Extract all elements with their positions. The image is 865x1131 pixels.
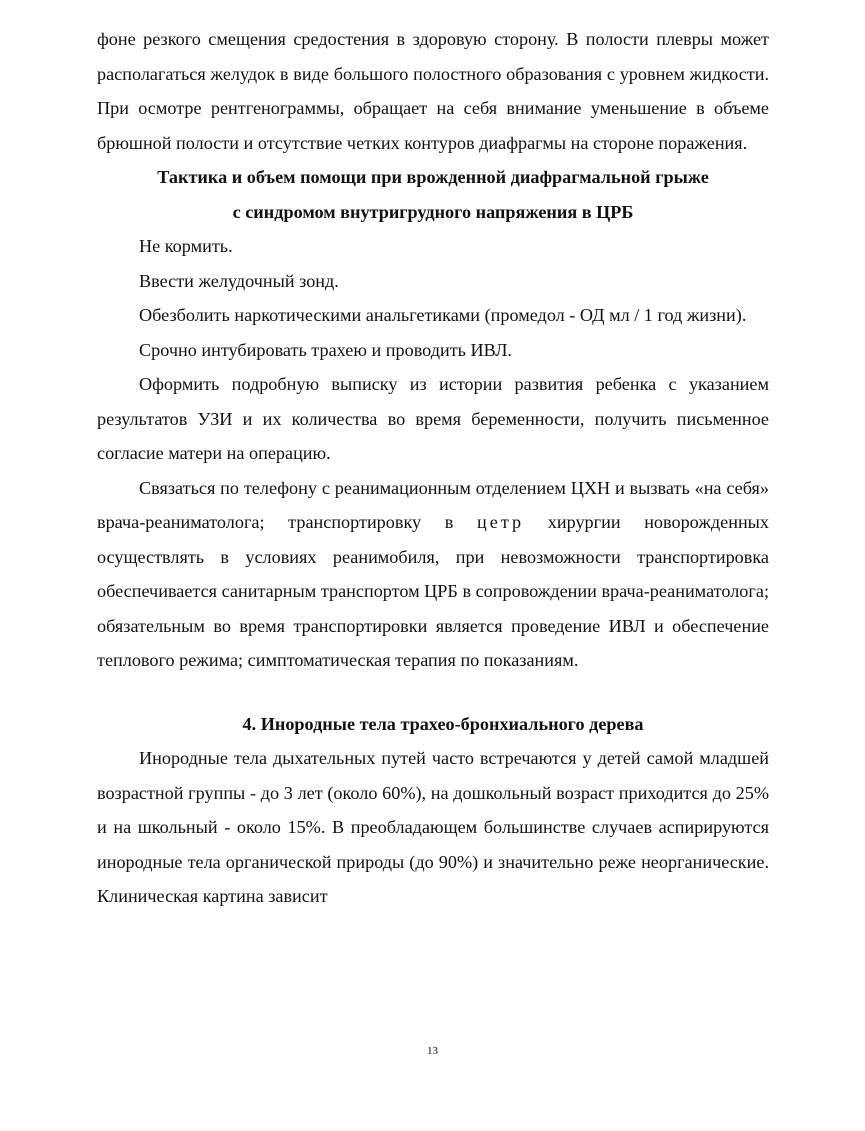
section-heading-foreign-bodies: 4. Инородные тела трахео-бронхиального дерева [242, 713, 644, 734]
transport-spaced-word: цетр [477, 512, 525, 532]
page-number: 13 [427, 1045, 438, 1057]
tactics-item-discharge-summary: Оформить подробную выписку из истории развития ребенка с указанием результатов УЗИ и их количества во время беременности, получить письменное согласие матери на операцию. [97, 374, 769, 463]
tactics-item-transport [97, 471, 769, 678]
paragraph-foreign-bodies: Инородные тела дыхательных путей часто встречаются у детей самой младшей возрастной группы - до 3 лет (около 60%), на дошкольный возраст приходится до 25% и на школьный - около 15%. В преобладающем большинстве случаев аспирируются инородные тела органической природы (до 90%) и значительно реже неорганические. Клиническая картина зависит [97, 748, 769, 906]
transport-text-part-2: хирургии новорожденных осуществлять в условиях реанимобиля, при невозможности транспортировка обеспечивается санитарным транспортом ЦРБ в сопровождении врача-реаниматолога; обязательным во время транспортировки является проведение ИВЛ и обеспечение теплового режима; симптоматическая терапия по показаниям. [97, 512, 769, 670]
tactics-heading-line-1: Тактика и объем помощи при врожденной диафрагмальной грыже [157, 167, 709, 187]
tactics-item-analgesia: Обезболить наркотическими анальгетиками (промедол - ОД мл / 1 год жизни). [139, 305, 747, 325]
transport-text-part-1: Связаться по телефону с реанимационным отделением ЦХН и вызвать «на себя» врача-реаниматолога; транспортировку в [97, 477, 769, 532]
tactics-item-gastric-tube: Ввести желудочный зонд. [139, 270, 339, 291]
tactics-item-no-feeding: Не кормить. [139, 236, 233, 256]
tactics-item-intubation: Срочно интубировать трахею и проводить ИВЛ. [139, 339, 512, 360]
paragraph-intro: фоне резкого смещения средостения в здоровую сторону. В полости плевры может располагаться желудок в виде большого полостного образования с уровнем жидкости. При осмотре рентгенограммы, обращает на себя внимание уменьшение в объеме брюшной полости и отсутствие четких контуров диафрагмы на стороне поражения. [97, 29, 769, 153]
tactics-heading-line-2: с синдромом внутригрудного напряжения в ЦРБ [232, 201, 634, 222]
page-body [97, 22, 769, 914]
